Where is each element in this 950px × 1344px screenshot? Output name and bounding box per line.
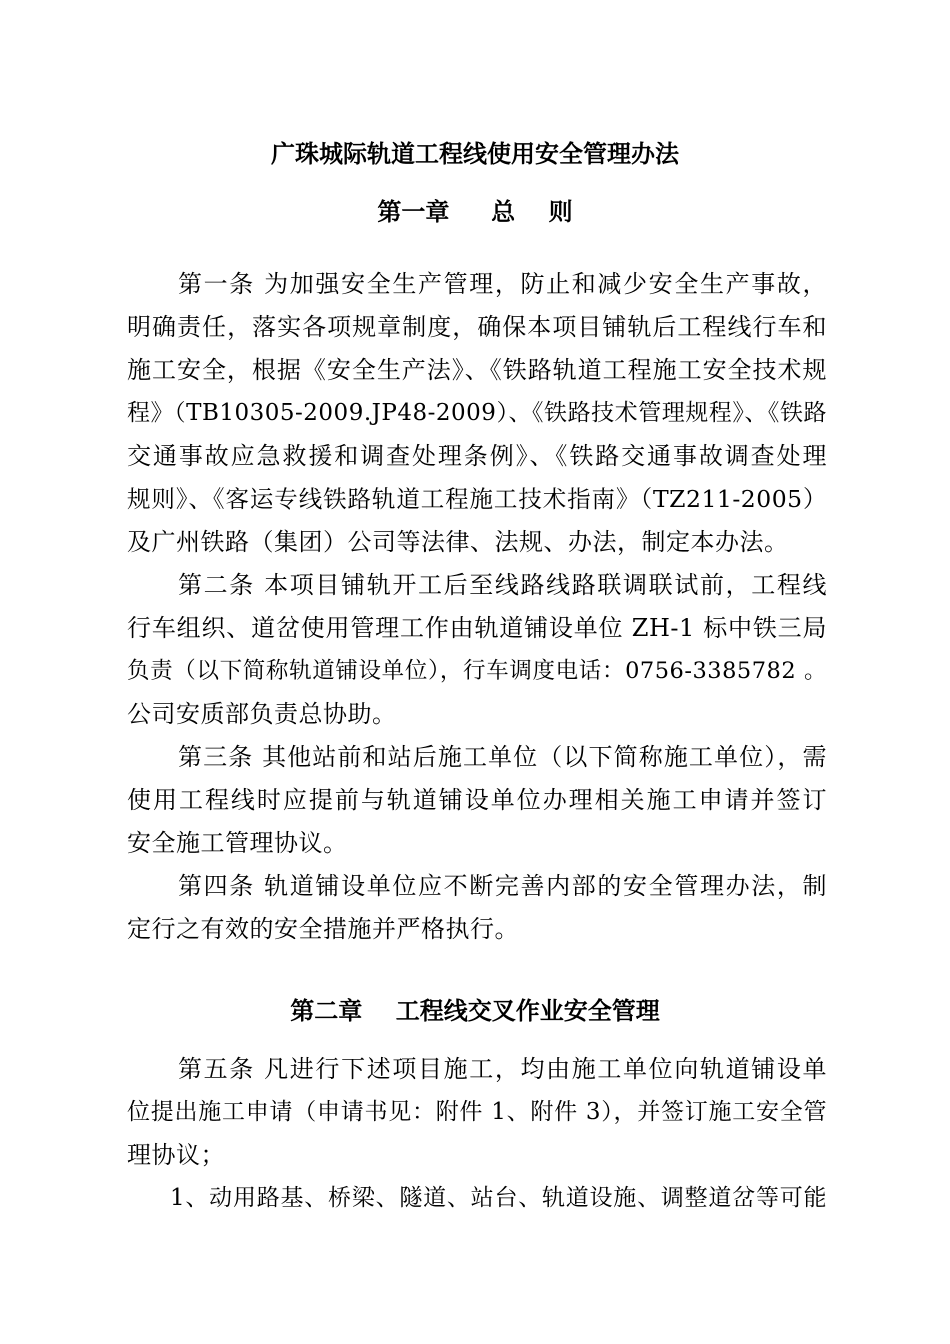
paragraph-line: 安全施工管理协议。 [127,829,348,857]
paragraph-line: 公司安质部负责总协助。 [127,700,397,728]
paragraph-line: 第一条 为加强安全生产管理，防止和减少安全生产事故， [178,270,827,298]
list-item-line: 1、动用路基、桥梁、隧道、站台、轨道设施、调整道岔等可能 [170,1185,827,1211]
paragraph-line: 使用工程线时应提前与轨道铺设单位办理相关施工申请并签订 [127,786,827,814]
chapter-1-heading: 第一章 总 则 [377,197,573,226]
paragraph-line: 行车组织、道岔使用管理工作由轨道铺设单位 ZH-1 标中铁三局 [127,614,827,642]
chapter-2-heading: 第二章 工程线交叉作业安全管理 [290,996,660,1025]
paragraph-line: 程》（TB10305-2009.JP48-2009）、《铁路技术管理规程》、《铁路 [127,400,827,426]
paragraph-line: 及广州铁路（集团）公司等法律、法规、办法，制定本办法。 [127,528,789,556]
paragraph-line: 理协议； [127,1141,225,1169]
paragraph-line: 明确责任，落实各项规章制度，确保本项目铺轨后工程线行车和 [127,313,827,341]
document-title: 广珠城际轨道工程线使用安全管理办法 [271,139,679,168]
paragraph-line: 规则》、《客运专线铁路轨道工程施工技术指南》（TZ211-2005） [127,485,827,513]
paragraph-line: 位提出施工申请（申请书见：附件 1、附件 3），并签订施工安全管 [127,1099,827,1125]
paragraph-line: 第二条 本项目铺轨开工后至线路线路联调联试前，工程线 [178,571,827,599]
paragraph-line: 定行之有效的安全措施并严格执行。 [127,915,519,943]
paragraph-line: 负责（以下简称轨道铺设单位），行车调度电话：0756-3385782 。 [127,658,827,684]
paragraph-line: 第四条 轨道铺设单位应不断完善内部的安全管理办法，制 [178,872,827,900]
paragraph-line: 第三条 其他站前和站后施工单位（以下简称施工单位），需 [178,743,827,771]
paragraph-line: 施工安全，根据《安全生产法》、《铁路轨道工程施工安全技术规 [127,356,827,384]
paragraph-line: 交通事故应急救援和调查处理条例》、《铁路交通事故调查处理 [127,442,827,470]
paragraph-line: 第五条 凡进行下述项目施工，均由施工单位向轨道铺设单 [178,1055,827,1083]
